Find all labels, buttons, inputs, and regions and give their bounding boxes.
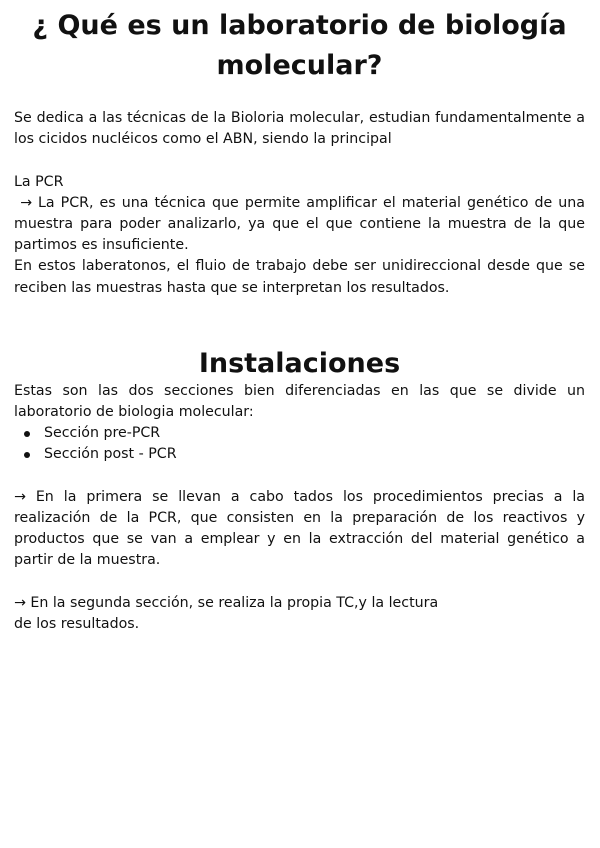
second-section-paragraph (14, 593, 585, 635)
page-title (14, 0, 585, 86)
pcr-description (14, 193, 585, 257)
pcr-description-text: La PCR, es una técnica que permite amplificar el material genético de una muestra para poder analizarlo, ya que el que contiene la muestra de la que partimos es insuficiente. (14, 194, 585, 254)
section-heading-instalaciones: Instalaciones (198, 347, 401, 379)
list-item (14, 423, 585, 444)
spacer (14, 150, 585, 171)
workflow-paragraph: En estos laberatonos, el fluio de trabajo debe ser unidireccional desde que se reciben las muestras hasta que se interpretan los resultados. (14, 258, 585, 296)
first-section-paragraph (14, 487, 585, 572)
first-section-text: En la primera se llevan a cabo tados los procedimientos precias a la realización de la PCR, que consisten en la preparación de los reactivos y productos que se van a emplear y en la extracción del material genético a partir de la muestra. (14, 488, 585, 569)
spacer (14, 466, 585, 487)
instalaciones-intro: Estas son las dos secciones bien diferenciadas en las que se divide un laboratorio de biologia molecular: (14, 382, 585, 421)
pcr-heading: La PCR (14, 173, 64, 190)
intro-paragraph: Se dedica a las técnicas de la Bioloria molecular, estudian fundamentalmente a los cicidos nucléicos como el ABN, siendo la principal (14, 110, 585, 148)
spacer (14, 572, 585, 593)
page-title-line-1: ¿ Qué es un laboratorio de biología (32, 10, 567, 41)
list-item-label: Sección pre-PCR (44, 425, 161, 442)
list-item (14, 444, 585, 465)
document-page (14, 0, 585, 635)
second-section-text-line-1: En la segunda sección, se realiza la propia TC,y la lectura (25, 594, 439, 611)
bullet-icon (24, 452, 30, 458)
arrow-icon: → (14, 594, 26, 611)
page-title-line-2: molecular? (216, 50, 383, 81)
arrow-icon: → (20, 194, 32, 211)
list-item-label: Sección post - PCR (44, 446, 177, 463)
bullet-icon (24, 431, 30, 437)
second-section-text-line-2: de los resultados. (14, 616, 140, 633)
sections-list (14, 423, 585, 465)
arrow-icon: → (14, 488, 26, 505)
